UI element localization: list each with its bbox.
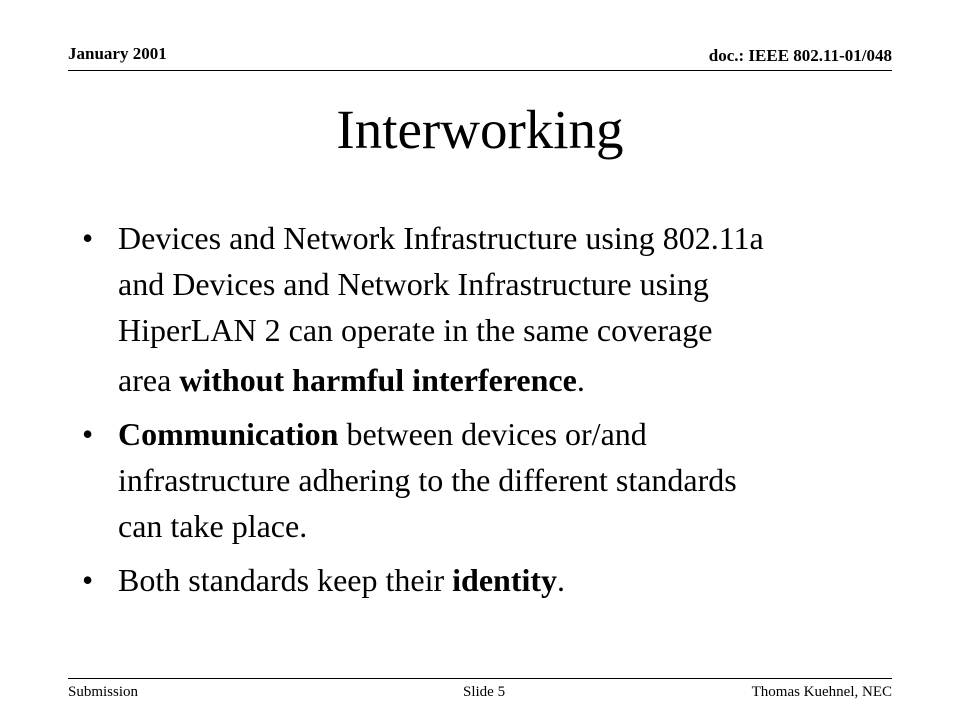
bullet-dot-icon: • <box>82 562 94 598</box>
bullet-line <box>118 411 890 457</box>
bullet-line <box>118 357 890 403</box>
slide-title: Interworking <box>336 99 624 160</box>
emphasis-text: without harmful interference <box>179 362 577 398</box>
bullet-line <box>118 557 890 603</box>
text-run: between devices or/and <box>338 416 647 452</box>
bullet-line: HiperLAN 2 can operate in the same coverage <box>118 312 713 348</box>
bullet-dot-icon: • <box>82 220 94 256</box>
bullet-item <box>82 215 890 403</box>
bullet-line: infrastructure adhering to the different standards <box>118 462 737 498</box>
text-run: . <box>576 362 585 398</box>
header-doc-id: doc.: IEEE 802.11-01/048 <box>708 46 892 65</box>
emphasis-text: Communication <box>118 416 339 452</box>
footer-slide-number: Slide 5 <box>463 684 506 700</box>
bullet-list <box>82 215 890 611</box>
bullet-item <box>82 557 890 603</box>
footer-author: Thomas Kuehnel, NEC <box>751 684 892 700</box>
header-rule <box>68 70 892 71</box>
emphasis-text: identity <box>452 562 558 598</box>
bullet-line: can take place. <box>118 508 308 544</box>
bullet-line: and Devices and Network Infrastructure using <box>118 266 709 302</box>
footer-submission: Submission <box>68 684 139 700</box>
header-date: January 2001 <box>68 44 167 63</box>
footer-rule <box>68 678 892 679</box>
text-run: . <box>557 562 566 598</box>
bullet-item <box>82 411 890 549</box>
text-run: Both standards keep their <box>118 562 453 598</box>
bullet-dot-icon: • <box>82 416 94 452</box>
text-run: area <box>118 362 180 398</box>
bullet-line: Devices and Network Infrastructure using 802.11a <box>118 220 764 256</box>
